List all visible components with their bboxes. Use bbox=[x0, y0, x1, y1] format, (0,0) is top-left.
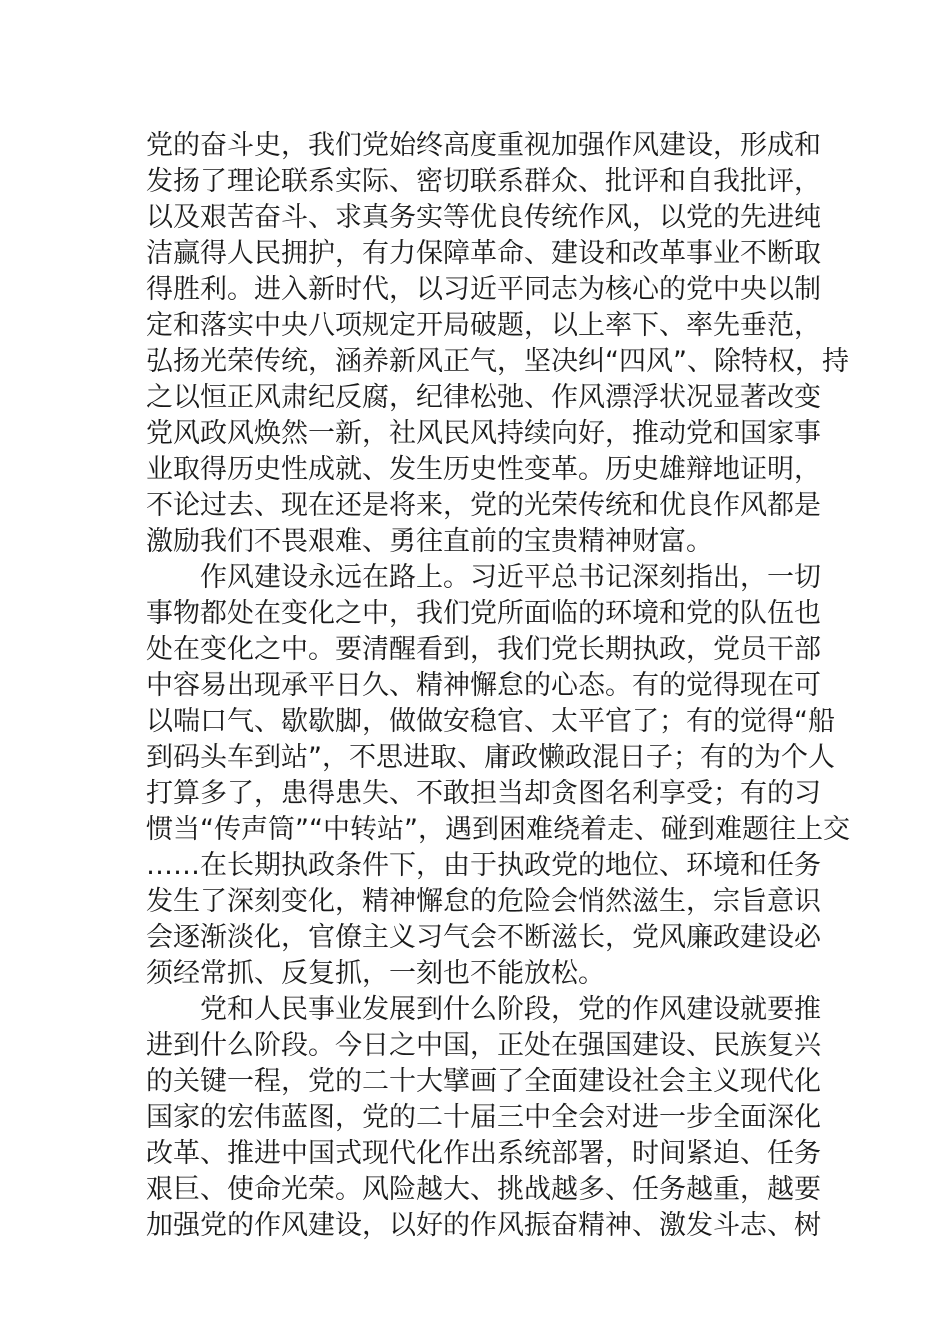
text-line: 弘扬光荣传统，涵养新风正气，坚决纠“四风”、除特权，持 bbox=[146, 346, 849, 377]
text-line: 以及艰苦奋斗、求真务实等优良传统作风，以党的先进纯 bbox=[146, 202, 821, 233]
text-line: 到码头车到站”，不思进取、庸政懒政混日子；有的为个人 bbox=[146, 742, 835, 773]
text-line: 党风政风焕然一新，社风民风持续向好，推动党和国家事 bbox=[146, 418, 821, 449]
text-line: 打算多了，患得患失、不敢担当却贪图名利享受；有的习 bbox=[146, 778, 821, 809]
text-line: 中容易出现承平日久、精神懈怠的心态。有的觉得现在可 bbox=[146, 670, 821, 701]
text-line: 党和人民事业发展到什么阶段，党的作风建设就要推 bbox=[200, 994, 821, 1025]
text-line: 惯当“传声筒”“中转站”，遇到困难绕着走、碰到难题往上交 bbox=[146, 814, 850, 845]
text-line: 的关键一程，党的二十大擘画了全面建设社会主义现代化 bbox=[146, 1066, 821, 1097]
paragraph-2 bbox=[146, 560, 850, 992]
text-line: 须经常抓、反复抓，一刻也不能放松。 bbox=[146, 958, 605, 989]
paragraph-1 bbox=[146, 128, 849, 560]
text-line: 定和落实中央八项规定开局破题，以上率下、率先垂范， bbox=[146, 310, 821, 341]
text-line: 会逐渐淡化，官僚主义习气会不断滋长，党风廉政建设必 bbox=[146, 922, 821, 953]
text-line: 国家的宏伟蓝图，党的二十届三中全会对进一步全面深化 bbox=[146, 1102, 821, 1133]
text-line: 进到什么阶段。今日之中国，正处在强国建设、民族复兴 bbox=[146, 1030, 821, 1061]
text-line: 改革、推进中国式现代化作出系统部署，时间紧迫、任务 bbox=[146, 1138, 821, 1169]
text-line: 事物都处在变化之中，我们党所面临的环境和党的队伍也 bbox=[146, 598, 821, 629]
text-line: 发生了深刻变化，精神懈怠的危险会悄然滋生，宗旨意识 bbox=[146, 886, 821, 917]
paragraph-3 bbox=[146, 992, 821, 1244]
text-line: 发扬了理论联系实际、密切联系群众、批评和自我批评， bbox=[146, 166, 821, 197]
text-line: ……在长期执政条件下，由于执政党的地位、环境和任务 bbox=[146, 850, 821, 881]
body-text bbox=[146, 128, 850, 1244]
text-line: 之以恒正风肃纪反腐，纪律松弛、作风漂浮状况显著改变 bbox=[146, 382, 821, 413]
text-line: 党的奋斗史，我们党始终高度重视加强作风建设，形成和 bbox=[146, 130, 821, 161]
text-line: 处在变化之中。要清醒看到，我们党长期执政，党员干部 bbox=[146, 634, 821, 665]
text-line: 业取得历史性成就、发生历史性变革。历史雄辩地证明， bbox=[146, 454, 821, 485]
text-line: 加强党的作风建设，以好的作风振奋精神、激发斗志、树 bbox=[146, 1210, 821, 1241]
text-line: 激励我们不畏艰难、勇往直前的宝贵精神财富。 bbox=[146, 526, 713, 557]
text-line: 不论过去、现在还是将来，党的光荣传统和优良作风都是 bbox=[146, 490, 821, 521]
text-line: 得胜利。进入新时代，以习近平同志为核心的党中央以制 bbox=[146, 274, 821, 305]
text-line: 以喘口气、歇歇脚，做做安稳官、太平官了；有的觉得“船 bbox=[146, 706, 835, 737]
text-line: 作风建设永远在路上。习近平总书记深刻指出，一切 bbox=[200, 562, 821, 593]
text-line: 洁赢得人民拥护，有力保障革命、建设和改革事业不断取 bbox=[146, 238, 821, 269]
text-line: 艰巨、使命光荣。风险越大、挑战越多、任务越重，越要 bbox=[146, 1174, 821, 1205]
